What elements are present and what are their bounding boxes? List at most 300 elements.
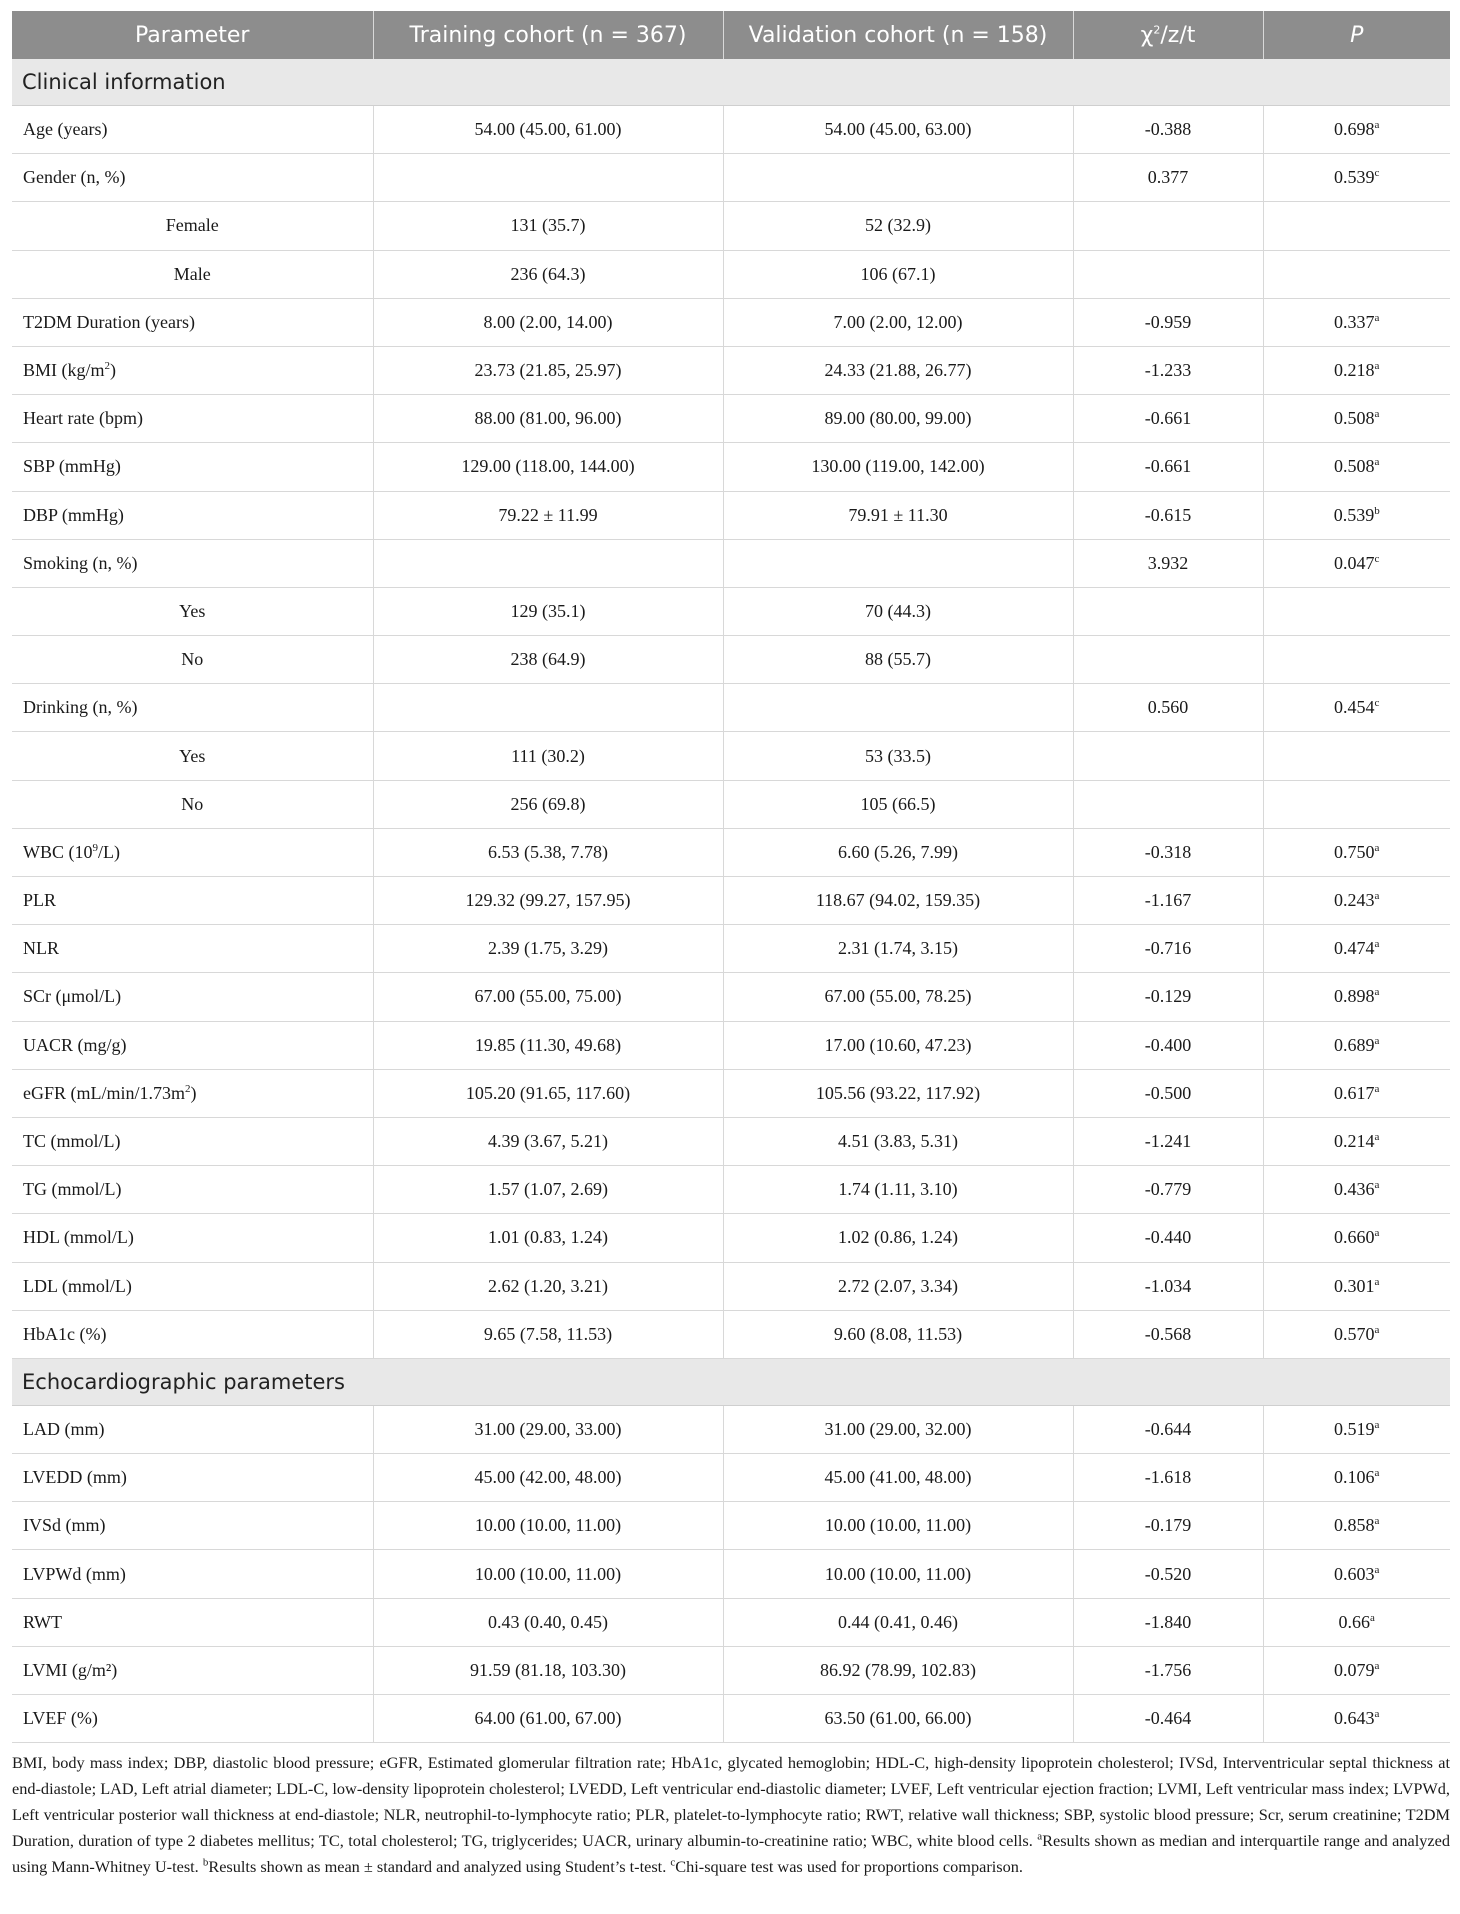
training-cohort-value: [373, 828, 723, 876]
parameter-label: TC (mmol/L): [23, 1131, 121, 1152]
section-header-row: [12, 1358, 1450, 1405]
p-value: [1263, 1646, 1450, 1694]
training-cohort-value: [373, 732, 723, 780]
p-value-footnote-mark: a: [1374, 1515, 1380, 1528]
training-cohort-value: [373, 1166, 723, 1214]
training-cohort-value-text: 88.00 (81.00, 96.00): [474, 408, 622, 429]
training-cohort-value: [373, 1069, 723, 1117]
validation-cohort-value: [723, 1310, 1073, 1358]
validation-cohort-value: [723, 1550, 1073, 1598]
footnote-abbreviations: BMI, body mass index; DBP, diastolic blood pressure; eGFR, Estimated glomerular filtration rate; HbA1c, glycated hemoglobin; HDL-C, high-density lipoprotein cholesterol; IVSd, Interventricular septal thickness at end-diastole; LAD, Left atrial diameter; LDL-C, low-density lipoprotein cholesterol; LVEDD, Left ventricular end-diastolic diameter; LVEF, Left ventricular ejection fraction; LVMI, Left ventricular mass index; LVPWd, Left ventricular posterior wall thickness at end-diastole; NLR, neutrophil-to-lymphocyte ratio; PLR, platelet-to-lymphocyte ratio; RWT, relative wall thickness; SBP, systolic blood pressure; Scr, serum creatinine; T2DM Duration, duration of type 2 diabetes mellitus; TC, total cholesterol; TG, triglycerides; UACR, urinary albumin-to-creatinine ratio; WBC, white blood cells.: [12, 1753, 1450, 1850]
validation-cohort-value: [723, 1069, 1073, 1117]
validation-cohort-value: [723, 1166, 1073, 1214]
test-statistic-value-text: -0.400: [1144, 1034, 1192, 1055]
p-value-text: 0.858: [1334, 1515, 1375, 1536]
p-value-footnote-mark: c: [1374, 697, 1380, 710]
test-statistic-value-text: -1.756: [1144, 1659, 1192, 1680]
p-value: [1263, 587, 1450, 635]
validation-cohort-value-text: 10.00 (10.00, 11.00): [824, 1563, 972, 1584]
table-row: [12, 106, 1450, 154]
table-row: [12, 877, 1450, 925]
table-row: [12, 539, 1450, 587]
parameter-cell: [12, 250, 373, 298]
test-statistic-value-text: -0.779: [1144, 1179, 1192, 1200]
parameter-cell: [12, 1310, 373, 1358]
p-value-text: 0.689: [1334, 1034, 1375, 1055]
parameter-cell: [12, 443, 373, 491]
validation-cohort-value: [723, 780, 1073, 828]
parameter-label: RWT: [23, 1611, 62, 1632]
validation-cohort-value-text: 0.44 (0.41, 0.46): [838, 1611, 958, 1632]
test-statistic-value: [1073, 1405, 1263, 1453]
training-cohort-value: [373, 1021, 723, 1069]
p-value: [1263, 154, 1450, 202]
training-cohort-value: [373, 1695, 723, 1743]
p-value-footnote-mark: a: [1374, 1131, 1380, 1144]
test-statistic-value: [1073, 684, 1263, 732]
validation-cohort-value: [723, 539, 1073, 587]
parameter-label-sup: 9: [92, 841, 98, 854]
table-row: [12, 1021, 1450, 1069]
test-statistic-value: [1073, 732, 1263, 780]
table-row: [12, 1214, 1450, 1262]
p-value-text: 0.079: [1334, 1659, 1375, 1680]
parameter-cell: [12, 1069, 373, 1117]
p-value-text: 0.508: [1334, 408, 1375, 429]
test-statistic-value-text: -0.318: [1144, 841, 1192, 862]
table-row: [12, 1550, 1450, 1598]
test-statistic-value: [1073, 298, 1263, 346]
test-statistic-value: [1073, 1214, 1263, 1262]
test-statistic-value-text: -0.440: [1144, 1227, 1192, 1248]
training-cohort-value-text: 2.39 (1.75, 3.29): [488, 938, 608, 959]
p-value-footnote-mark: a: [1374, 119, 1380, 132]
section-title: Echocardiographic parameters: [12, 1358, 1450, 1405]
p-value: [1263, 1214, 1450, 1262]
footnote-c-mark: c: [670, 1856, 676, 1869]
validation-cohort-value-text: 52 (32.9): [865, 215, 931, 236]
parameter-label: Yes: [179, 745, 206, 766]
parameter-label: WBC (10: [23, 841, 93, 862]
test-statistic-value: [1073, 925, 1263, 973]
training-cohort-value: [373, 346, 723, 394]
table-row: [12, 202, 1450, 250]
test-statistic-value: [1073, 1262, 1263, 1310]
p-value-text: 0.214: [1334, 1131, 1375, 1152]
parameter-label: No: [181, 649, 204, 670]
p-value-text: 0.643: [1334, 1708, 1375, 1729]
p-value: [1263, 828, 1450, 876]
training-cohort-value-text: 238 (64.9): [510, 649, 586, 670]
validation-cohort-value-text: 45.00 (41.00, 48.00): [824, 1467, 972, 1488]
test-statistic-value: [1073, 587, 1263, 635]
parameter-cell: [12, 732, 373, 780]
test-statistic-value-text: -1.167: [1144, 890, 1192, 911]
p-value-footnote-mark: a: [1374, 1082, 1380, 1095]
parameter-label: Female: [165, 215, 219, 236]
validation-cohort-value-text: 54.00 (45.00, 63.00): [824, 119, 972, 140]
p-value-text: 0.698: [1334, 119, 1375, 140]
p-value: [1263, 1166, 1450, 1214]
training-cohort-value: [373, 636, 723, 684]
parameter-cell: [12, 1695, 373, 1743]
parameter-cell: [12, 202, 373, 250]
header-p-value: P: [1263, 11, 1450, 59]
validation-cohort-value: [723, 202, 1073, 250]
p-value-text: 0.519: [1334, 1418, 1375, 1439]
parameter-label-sup: 2: [104, 360, 111, 373]
training-cohort-value: [373, 395, 723, 443]
training-cohort-value: [373, 1598, 723, 1646]
validation-cohort-value-text: 105.56 (93.22, 117.92): [815, 1082, 981, 1103]
training-cohort-value-text: 9.65 (7.58, 11.53): [483, 1323, 613, 1344]
parameter-label-after: ): [190, 1082, 197, 1103]
p-value: [1263, 346, 1450, 394]
parameter-cell: [12, 106, 373, 154]
validation-cohort-value: [723, 395, 1073, 443]
training-cohort-value-text: 79.22 ± 11.99: [498, 504, 598, 525]
table-row: [12, 732, 1450, 780]
p-value-footnote-mark: a: [1374, 456, 1380, 469]
test-statistic-value: [1073, 202, 1263, 250]
parameter-label: eGFR (mL/min/1.73m: [23, 1082, 185, 1103]
parameter-cell: [12, 1166, 373, 1214]
test-statistic-value: [1073, 1069, 1263, 1117]
validation-cohort-value: [723, 973, 1073, 1021]
validation-cohort-value-text: 130.00 (119.00, 142.00): [811, 456, 985, 477]
p-value: [1263, 250, 1450, 298]
p-value: [1263, 298, 1450, 346]
training-cohort-value: [373, 491, 723, 539]
validation-cohort-value-text: 67.00 (55.00, 78.25): [824, 986, 972, 1007]
parameter-label: SCr (μmol/L): [23, 986, 122, 1007]
test-statistic-value: [1073, 346, 1263, 394]
p-value-text: 0.603: [1334, 1563, 1375, 1584]
table-row: [12, 346, 1450, 394]
table-row: [12, 828, 1450, 876]
training-cohort-value-text: 19.85 (11.30, 49.68): [474, 1034, 622, 1055]
training-cohort-value-text: 1.01 (0.83, 1.24): [488, 1227, 608, 1248]
validation-cohort-value: [723, 491, 1073, 539]
header-test-statistic: [1073, 11, 1263, 59]
table-row: [12, 250, 1450, 298]
test-statistic-value-text: -0.615: [1144, 504, 1192, 525]
p-value-text: 0.570: [1334, 1323, 1375, 1344]
validation-cohort-value-text: 1.74 (1.11, 3.10): [838, 1179, 958, 1200]
header-row: [12, 11, 1450, 59]
table-row: [12, 684, 1450, 732]
parameter-cell: [12, 1502, 373, 1550]
table-row: [12, 491, 1450, 539]
parameter-label-after: /L): [98, 841, 120, 862]
parameter-label: LVEDD (mm): [23, 1467, 127, 1488]
p-value-footnote-mark: a: [1374, 1418, 1380, 1431]
validation-cohort-value-text: 9.60 (8.08, 11.53): [833, 1323, 963, 1344]
training-cohort-value-text: 1.57 (1.07, 2.69): [488, 1179, 608, 1200]
p-value-text: 0.474: [1334, 938, 1375, 959]
header-stat-sup: 2: [1153, 23, 1161, 37]
validation-cohort-value-text: 2.72 (2.07, 3.34): [838, 1275, 958, 1296]
p-value: [1263, 1405, 1450, 1453]
training-cohort-value-text: 129.00 (118.00, 144.00): [461, 456, 635, 477]
test-statistic-value-text: -0.959: [1144, 311, 1192, 332]
test-statistic-value-text: -1.618: [1144, 1467, 1192, 1488]
p-value: [1263, 1262, 1450, 1310]
p-value: [1263, 1695, 1450, 1743]
validation-cohort-value-text: 24.33 (21.88, 26.77): [824, 360, 972, 381]
parameter-label: IVSd (mm): [23, 1515, 106, 1536]
parameter-cell: [12, 395, 373, 443]
training-cohort-value: [373, 1262, 723, 1310]
section-header-row: [12, 59, 1450, 106]
p-value-text: 0.660: [1334, 1227, 1375, 1248]
validation-cohort-value-text: 70 (44.3): [865, 600, 931, 621]
training-cohort-value-text: 105.20 (91.65, 117.60): [465, 1082, 631, 1103]
validation-cohort-value-text: 4.51 (3.83, 5.31): [838, 1131, 958, 1152]
parameter-label: No: [181, 793, 204, 814]
table-row: [12, 395, 1450, 443]
p-value: [1263, 1069, 1450, 1117]
training-cohort-value: [373, 1646, 723, 1694]
table-row: [12, 636, 1450, 684]
p-value-footnote-mark: c: [1374, 552, 1380, 565]
validation-cohort-value-text: 53 (33.5): [865, 745, 931, 766]
test-statistic-value-text: -0.661: [1144, 408, 1192, 429]
training-cohort-value-text: 131 (35.7): [510, 215, 586, 236]
parameter-cell: [12, 877, 373, 925]
training-cohort-value-text: 4.39 (3.67, 5.21): [488, 1131, 608, 1152]
header-parameter: Parameter: [12, 11, 373, 59]
p-value-footnote-mark: c: [1374, 167, 1380, 180]
p-value-footnote-mark: a: [1374, 311, 1380, 324]
test-statistic-value: [1073, 1454, 1263, 1502]
table-row: [12, 1598, 1450, 1646]
training-cohort-value-text: 23.73 (21.85, 25.97): [474, 360, 622, 381]
parameter-cell: [12, 828, 373, 876]
p-value: [1263, 106, 1450, 154]
test-statistic-value: [1073, 1117, 1263, 1165]
parameter-label: PLR: [23, 890, 57, 911]
footnote-a: Results shown as median and interquartile range and analyzed using Mann-Whitney U-test.: [12, 1831, 1450, 1876]
validation-cohort-value-text: 2.31 (1.74, 3.15): [838, 938, 958, 959]
test-statistic-value: [1073, 1310, 1263, 1358]
validation-cohort-value: [723, 684, 1073, 732]
validation-cohort-value-text: 79.91 ± 11.30: [848, 504, 948, 525]
p-value-footnote-mark: a: [1374, 1179, 1380, 1192]
p-value: [1263, 684, 1450, 732]
p-value: [1263, 395, 1450, 443]
parameter-label: DBP (mmHg): [23, 504, 124, 525]
validation-cohort-value-text: 63.50 (61.00, 66.00): [824, 1708, 972, 1729]
validation-cohort-value: [723, 925, 1073, 973]
test-statistic-value-text: -0.388: [1144, 119, 1192, 140]
validation-cohort-value-text: 106 (67.1): [860, 263, 936, 284]
p-value-text: 0.047: [1334, 552, 1375, 573]
validation-cohort-value: [723, 1695, 1073, 1743]
parameter-label: T2DM Duration (years): [23, 311, 195, 332]
p-value: [1263, 973, 1450, 1021]
test-statistic-value: [1073, 539, 1263, 587]
table-row: [12, 1166, 1450, 1214]
parameter-cell: [12, 684, 373, 732]
p-value-text: 0.539: [1333, 504, 1375, 525]
test-statistic-value: [1073, 1695, 1263, 1743]
table-row: [12, 1310, 1450, 1358]
header-validation-cohort: Validation cohort (n = 158): [723, 11, 1073, 59]
test-statistic-value-text: -1.233: [1144, 360, 1192, 381]
table-row: [12, 443, 1450, 491]
footnote-a-mark: a: [1037, 1830, 1043, 1843]
header-stat-suffix: /z/t: [1160, 22, 1196, 48]
p-value: [1263, 1454, 1450, 1502]
table-header: [12, 11, 1450, 59]
test-statistic-value-text: -1.241: [1144, 1131, 1192, 1152]
p-value: [1263, 1550, 1450, 1598]
table-row: [12, 780, 1450, 828]
p-value-footnote-mark: a: [1374, 1563, 1380, 1576]
training-cohort-value-text: 54.00 (45.00, 61.00): [474, 119, 622, 140]
p-value-text: 0.539: [1334, 167, 1375, 188]
test-statistic-value-text: -0.568: [1144, 1323, 1192, 1344]
table-row: [12, 1695, 1450, 1743]
p-value: [1263, 491, 1450, 539]
parameter-label: LVMI (g/m²): [23, 1659, 118, 1680]
footnote-b-mark: b: [202, 1856, 209, 1869]
p-value-footnote-mark: a: [1374, 986, 1380, 999]
table-row: [12, 1454, 1450, 1502]
training-cohort-value-text: 236 (64.3): [510, 263, 586, 284]
validation-cohort-value-text: 17.00 (10.60, 47.23): [824, 1034, 972, 1055]
p-value-footnote-mark: a: [1374, 360, 1380, 373]
parameter-cell: [12, 539, 373, 587]
validation-cohort-value: [723, 1405, 1073, 1453]
training-cohort-value-text: 8.00 (2.00, 14.00): [483, 311, 613, 332]
parameter-cell: [12, 154, 373, 202]
test-statistic-value-text: 0.560: [1147, 697, 1189, 718]
test-statistic-value-text: 3.932: [1147, 552, 1189, 573]
parameter-cell: [12, 1454, 373, 1502]
test-statistic-value-text: -0.464: [1144, 1708, 1192, 1729]
validation-cohort-value: [723, 443, 1073, 491]
parameter-cell: [12, 1117, 373, 1165]
training-cohort-value-text: 45.00 (42.00, 48.00): [474, 1467, 622, 1488]
p-value-text: 0.750: [1334, 841, 1375, 862]
parameter-label: LDL (mmol/L): [23, 1275, 132, 1296]
p-value-text: 0.454: [1334, 697, 1375, 718]
test-statistic-value: [1073, 1646, 1263, 1694]
parameter-cell: [12, 491, 373, 539]
p-value-text: 0.898: [1334, 986, 1375, 1007]
p-value-text: 0.337: [1334, 311, 1375, 332]
test-statistic-value: [1073, 250, 1263, 298]
parameter-label: HbA1c (%): [23, 1323, 107, 1344]
table-row: [12, 1405, 1450, 1453]
parameter-label: LAD (mm): [23, 1418, 105, 1439]
p-value-footnote-mark: a: [1374, 1227, 1380, 1240]
validation-cohort-value: [723, 1214, 1073, 1262]
p-value-text: 0.301: [1334, 1275, 1375, 1296]
training-cohort-value-text: 111 (30.2): [511, 745, 585, 766]
test-statistic-value: [1073, 154, 1263, 202]
p-value: [1263, 1021, 1450, 1069]
table-row: [12, 154, 1450, 202]
p-value: [1263, 636, 1450, 684]
parameter-cell: [12, 636, 373, 684]
test-statistic-value-text: -0.129: [1144, 986, 1192, 1007]
validation-cohort-value-text: 105 (66.5): [860, 793, 936, 814]
p-value: [1263, 780, 1450, 828]
parameter-label: Age (years): [23, 119, 108, 140]
test-statistic-value: [1073, 395, 1263, 443]
parameter-label: TG (mmol/L): [23, 1179, 122, 1200]
validation-cohort-value: [723, 298, 1073, 346]
p-value-footnote-mark: a: [1370, 1611, 1375, 1624]
test-statistic-value-text: -0.661: [1144, 456, 1192, 477]
validation-cohort-value: [723, 1598, 1073, 1646]
validation-cohort-value-text: 86.92 (78.99, 102.83): [820, 1659, 976, 1680]
p-value: [1263, 925, 1450, 973]
test-statistic-value: [1073, 828, 1263, 876]
test-statistic-value-text: -0.520: [1144, 1563, 1192, 1584]
test-statistic-value: [1073, 491, 1263, 539]
training-cohort-value-text: 91.59 (81.18, 103.30): [470, 1659, 626, 1680]
training-cohort-value-text: 31.00 (29.00, 33.00): [474, 1418, 622, 1439]
training-cohort-value: [373, 1550, 723, 1598]
parameter-cell: [12, 1214, 373, 1262]
p-value-text: 0.243: [1334, 890, 1375, 911]
p-value: [1263, 202, 1450, 250]
training-cohort-value-text: 0.43 (0.40, 0.45): [488, 1611, 608, 1632]
p-value: [1263, 1310, 1450, 1358]
parameter-cell: [12, 1646, 373, 1694]
test-statistic-value-text: -1.840: [1144, 1611, 1192, 1632]
table-footnote: [12, 1750, 1450, 1880]
training-cohort-value-text: 6.53 (5.38, 7.78): [488, 841, 608, 862]
table-row: [12, 925, 1450, 973]
section-title: Clinical information: [12, 59, 1450, 106]
p-value-footnote-mark: a: [1374, 841, 1380, 854]
footnote-b: Results shown as mean ± standard and analyzed using Student’s t-test.: [208, 1857, 667, 1876]
test-statistic-value: [1073, 443, 1263, 491]
parameter-label: Heart rate (bpm): [23, 408, 143, 429]
validation-cohort-value-text: 1.02 (0.86, 1.24): [838, 1227, 958, 1248]
parameter-label: HDL (mmol/L): [23, 1227, 134, 1248]
validation-cohort-value-text: 88 (55.7): [865, 649, 931, 670]
p-value-footnote-mark: a: [1374, 1467, 1380, 1480]
parameter-label: UACR (mg/g): [23, 1034, 127, 1055]
test-statistic-value: [1073, 1502, 1263, 1550]
training-cohort-value: [373, 443, 723, 491]
training-cohort-value-text: 10.00 (10.00, 11.00): [474, 1515, 622, 1536]
test-statistic-value: [1073, 1550, 1263, 1598]
training-cohort-value-text: 10.00 (10.00, 11.00): [474, 1563, 622, 1584]
training-cohort-value-text: 64.00 (61.00, 67.00): [474, 1708, 622, 1729]
validation-cohort-value: [723, 346, 1073, 394]
validation-cohort-value: [723, 877, 1073, 925]
parameter-cell: [12, 1021, 373, 1069]
p-value-text: 0.66: [1338, 1611, 1371, 1632]
parameter-cell: [12, 346, 373, 394]
cohort-comparison-table: [12, 11, 1450, 1743]
parameter-cell: [12, 1262, 373, 1310]
parameter-cell: [12, 1598, 373, 1646]
training-cohort-value: [373, 925, 723, 973]
test-statistic-value-text: -0.644: [1144, 1418, 1192, 1439]
test-statistic-value: [1073, 1166, 1263, 1214]
p-value-text: 0.218: [1334, 360, 1375, 381]
parameter-cell: [12, 1550, 373, 1598]
training-cohort-value: [373, 684, 723, 732]
